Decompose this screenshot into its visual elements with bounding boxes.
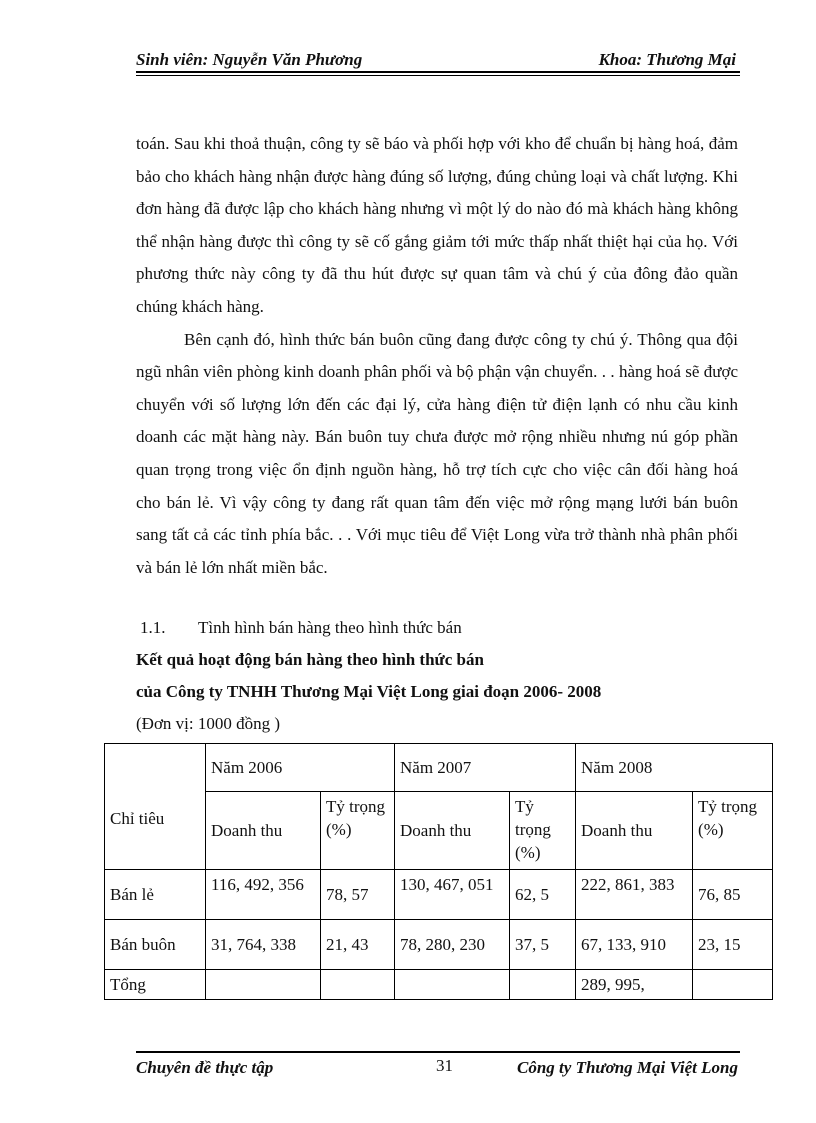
section-number: 1.1.	[140, 618, 166, 637]
table-cell: 78, 57	[321, 870, 395, 920]
share-header: Tỷ trọng (%)	[510, 792, 576, 870]
table-cell: 37, 5	[510, 920, 576, 970]
footer-report-type: Chuyên đề thực tập	[136, 1058, 274, 1077]
table-cell	[395, 970, 510, 1000]
body-text	[136, 128, 738, 584]
table-cell: 289, 995,	[576, 970, 693, 1000]
table-row	[105, 970, 773, 1000]
table-cell	[206, 970, 321, 1000]
year-header: Năm 2007	[395, 744, 576, 792]
table-cell: 62, 5	[510, 870, 576, 920]
header-student: Sinh viên: Nguyễn Văn Phương	[136, 50, 363, 69]
section-heading	[140, 618, 462, 638]
table-row	[105, 920, 773, 970]
share-header: Tỷ trọng (%)	[321, 792, 395, 870]
table-cell: 31, 764, 338	[206, 920, 321, 970]
year-header: Năm 2008	[576, 744, 773, 792]
table-cell: 76, 85	[693, 870, 773, 920]
unit-note: (Đơn vị: 1000 đồng )	[136, 714, 281, 733]
table-row	[105, 870, 773, 920]
row-label: Tổng	[105, 970, 206, 1000]
table-header-row	[105, 744, 773, 792]
row-label: Bán lẻ	[105, 870, 206, 920]
header-faculty: Khoa: Thương Mại	[598, 50, 736, 69]
table-cell: 21, 43	[321, 920, 395, 970]
sales-table	[104, 743, 773, 1000]
table-title-line-1: Kết quả hoạt động bán hàng theo hình thức bán	[136, 650, 484, 669]
page-footer	[136, 1056, 740, 1080]
paragraph-1: toán. Sau khi thoả thuận, công ty sẽ báo và phối hợp với kho để chuẩn bị hàng hoá, đảm bảo cho khách hàng nhận được hàng đúng số lượng, đúng chủng loại và chất lượng. Khi đơn hàng đã được lập cho khách hàng nhưng vì một lý do nào đó mà khách hàng không thể nhận hàng được thì công ty sẽ cố gắng giảm tới mức thấp nhất thiệt hại của họ. Với phương thức này công ty đã thu hút được sự quan tâm và chú ý của đông đảo quần chúng khách hàng.	[136, 134, 738, 316]
header-rule	[136, 71, 740, 73]
table-cell: 116, 492, 356	[206, 870, 321, 920]
header-rule-thin	[136, 75, 740, 76]
table-cell: 222, 861, 383	[576, 870, 693, 920]
table-cell	[321, 970, 395, 1000]
table-title-line-2: của Công ty TNHH Thương Mại Việt Long giai đoạn 2006- 2008	[136, 682, 602, 701]
row-label: Bán buôn	[105, 920, 206, 970]
table-cell: 78, 280, 230	[395, 920, 510, 970]
revenue-header: Doanh thu	[576, 792, 693, 870]
revenue-header: Doanh thu	[395, 792, 510, 870]
table-cell: 130, 467, 051	[395, 870, 510, 920]
page-number: 31	[436, 1056, 453, 1075]
table-cell	[510, 970, 576, 1000]
year-header: Năm 2006	[206, 744, 395, 792]
table-cell	[693, 970, 773, 1000]
page-header	[136, 50, 740, 72]
footer-rule	[136, 1051, 740, 1053]
share-header: Tỷ trọng (%)	[693, 792, 773, 870]
footer-company: Công ty Thương Mại Việt Long	[517, 1058, 738, 1077]
revenue-header: Doanh thu	[206, 792, 321, 870]
corner-cell: Chỉ tiêu	[105, 744, 206, 870]
section-title: Tình hình bán hàng theo hình thức bán	[198, 618, 462, 637]
table-subheader-row	[105, 792, 773, 870]
table-cell: 67, 133, 910	[576, 920, 693, 970]
table-cell: 23, 15	[693, 920, 773, 970]
paragraph-2: Bên cạnh đó, hình thức bán buôn cũng đang được công ty chú ý. Thông qua đội ngũ nhân viên phòng kinh doanh phân phối và bộ phận vận chuyển. . . hàng hoá sẽ được chuyển với số lượng lớn đến các đại lý, cửa hàng điện tử điện lạnh có nhu cầu kinh doanh các mặt hàng này. Bán buôn tuy chưa được mở rộng nhiều nhưng nú góp phần quan trọng trong việc ổn định nguồn hàng, hỗ trợ tích cực cho việc cân đối hàng hoá cho bán lẻ. Vì vậy công ty đang rất quan tâm đến việc mở rộng mạng lưới bán buôn sang tất cả các tỉnh phía bắc. . . Với mục tiêu để Việt Long vừa trở thành nhà phân phối và bán lẻ lớn nhất miền bắc.	[136, 329, 738, 577]
